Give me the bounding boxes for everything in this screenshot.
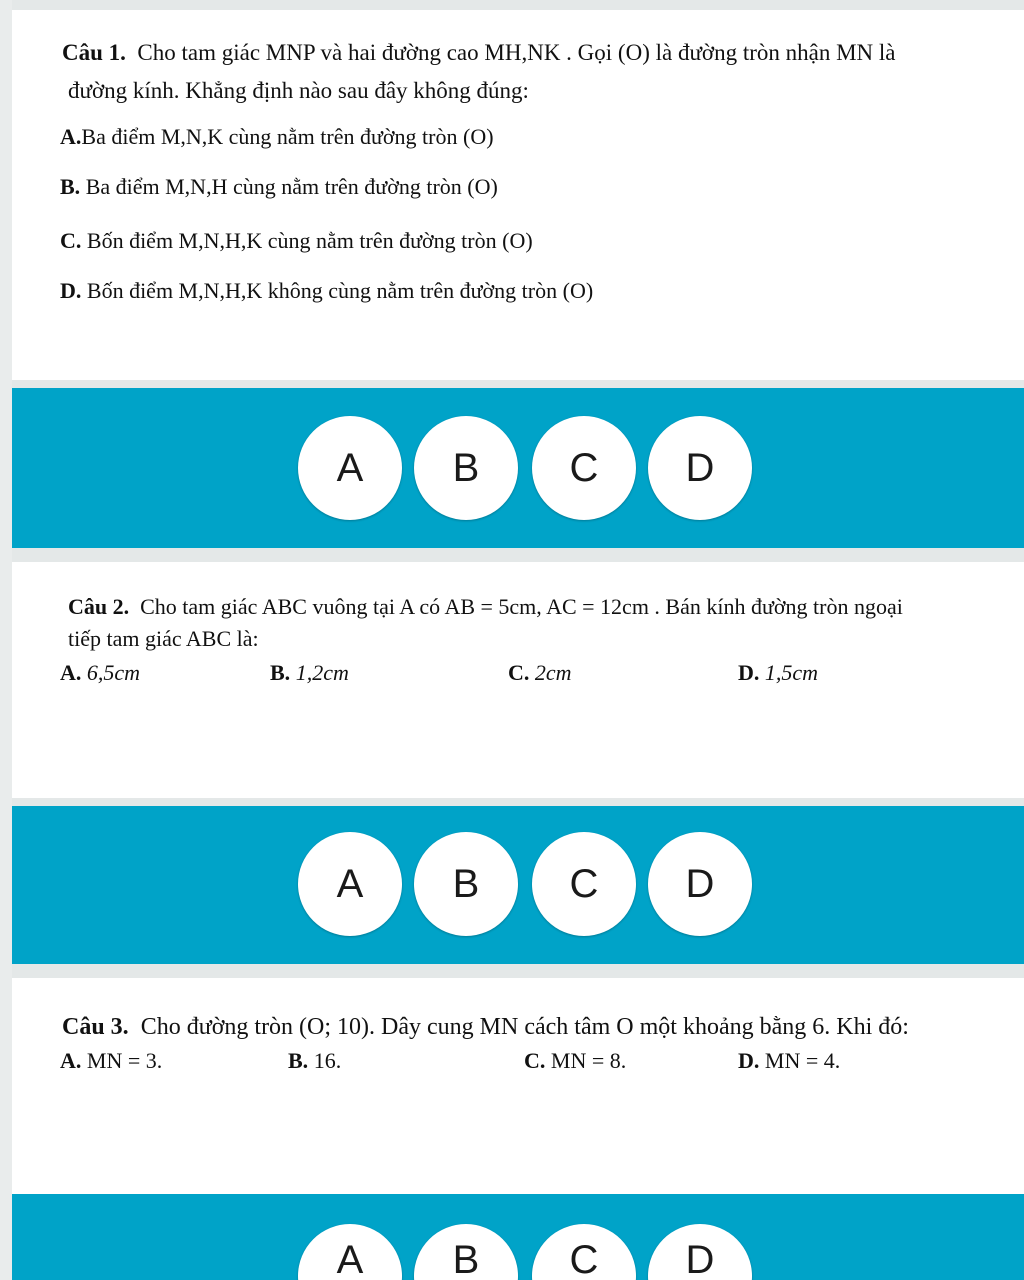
question-card-2 [12, 562, 1024, 798]
left-edge [0, 0, 12, 1280]
separator [12, 0, 1024, 10]
question-1-option-a: A.Ba điểm M,N,K cùng nằm trên đường tròn (O) [60, 124, 494, 149]
question-3-option-d: D. MN = 4. [738, 1048, 841, 1073]
answer-button-a[interactable]: A [298, 416, 402, 520]
answer-band-3 [12, 1194, 1024, 1280]
answer-button-b[interactable]: B [414, 1224, 518, 1280]
question-3-label: Câu 3. [62, 1014, 129, 1040]
answer-band-1 [12, 388, 1024, 548]
question-2-line-2: tiếp tam giác ABC là: [68, 626, 259, 651]
question-1-label: Câu 1. [62, 40, 126, 65]
question-3-line-1 [62, 1012, 909, 1042]
question-3-option-a: A. MN = 3. [60, 1048, 163, 1073]
question-2-option-b: B. 1,2cm [270, 660, 349, 685]
question-3-option-b: B. 16. [288, 1048, 342, 1073]
question-2-text: Cho tam giác ABC vuông tại A có AB = 5cm, AC = 12cm . Bán kính đường tròn ngoại [140, 594, 903, 619]
question-1-line-2: đường kính. Khẳng định nào sau đây không đúng: [68, 78, 529, 103]
question-1-line-1 [62, 38, 896, 68]
question-3-option-c: C. MN = 8. [524, 1048, 627, 1073]
answer-button-c[interactable]: C [532, 1224, 636, 1280]
answer-band-2 [12, 806, 1024, 964]
question-card-1 [12, 10, 1024, 380]
answer-button-c[interactable]: C [532, 416, 636, 520]
answer-button-a[interactable]: A [298, 1224, 402, 1280]
answer-button-a[interactable]: A [298, 832, 402, 936]
question-3-text: Cho đường tròn (O; 10). Dây cung MN cách tâm O một khoảng bằng 6. Khi đó: [140, 1014, 909, 1040]
question-2-option-c: C. 2cm [508, 660, 572, 685]
answer-button-d[interactable]: D [648, 416, 752, 520]
question-1-option-d: D. Bốn điểm M,N,H,K không cùng nằm trên đường tròn (O) [60, 278, 594, 303]
question-1-option-c: C. Bốn điểm M,N,H,K cùng nằm trên đường tròn (O) [60, 228, 533, 253]
question-2-label: Câu 2. [68, 594, 130, 619]
separator [12, 380, 1024, 388]
separator [12, 964, 1024, 978]
question-1-text: Cho tam giác MNP và hai đường cao MH,NK . Gọi (O) là đường tròn nhận MN là [137, 40, 896, 65]
question-2-option-a: A. 6,5cm [60, 660, 141, 685]
answer-button-b[interactable]: B [414, 416, 518, 520]
answer-button-b[interactable]: B [414, 832, 518, 936]
separator [12, 548, 1024, 562]
answer-button-d[interactable]: D [648, 832, 752, 936]
question-2-option-d: D. 1,5cm [738, 660, 819, 685]
answer-button-d[interactable]: D [648, 1224, 752, 1280]
separator [12, 798, 1024, 806]
question-1-option-b: B. Ba điểm M,N,H cùng nằm trên đường tròn (O) [60, 174, 498, 199]
answer-button-c[interactable]: C [532, 832, 636, 936]
question-card-3 [12, 978, 1024, 1194]
question-2-line-1 [68, 592, 903, 622]
